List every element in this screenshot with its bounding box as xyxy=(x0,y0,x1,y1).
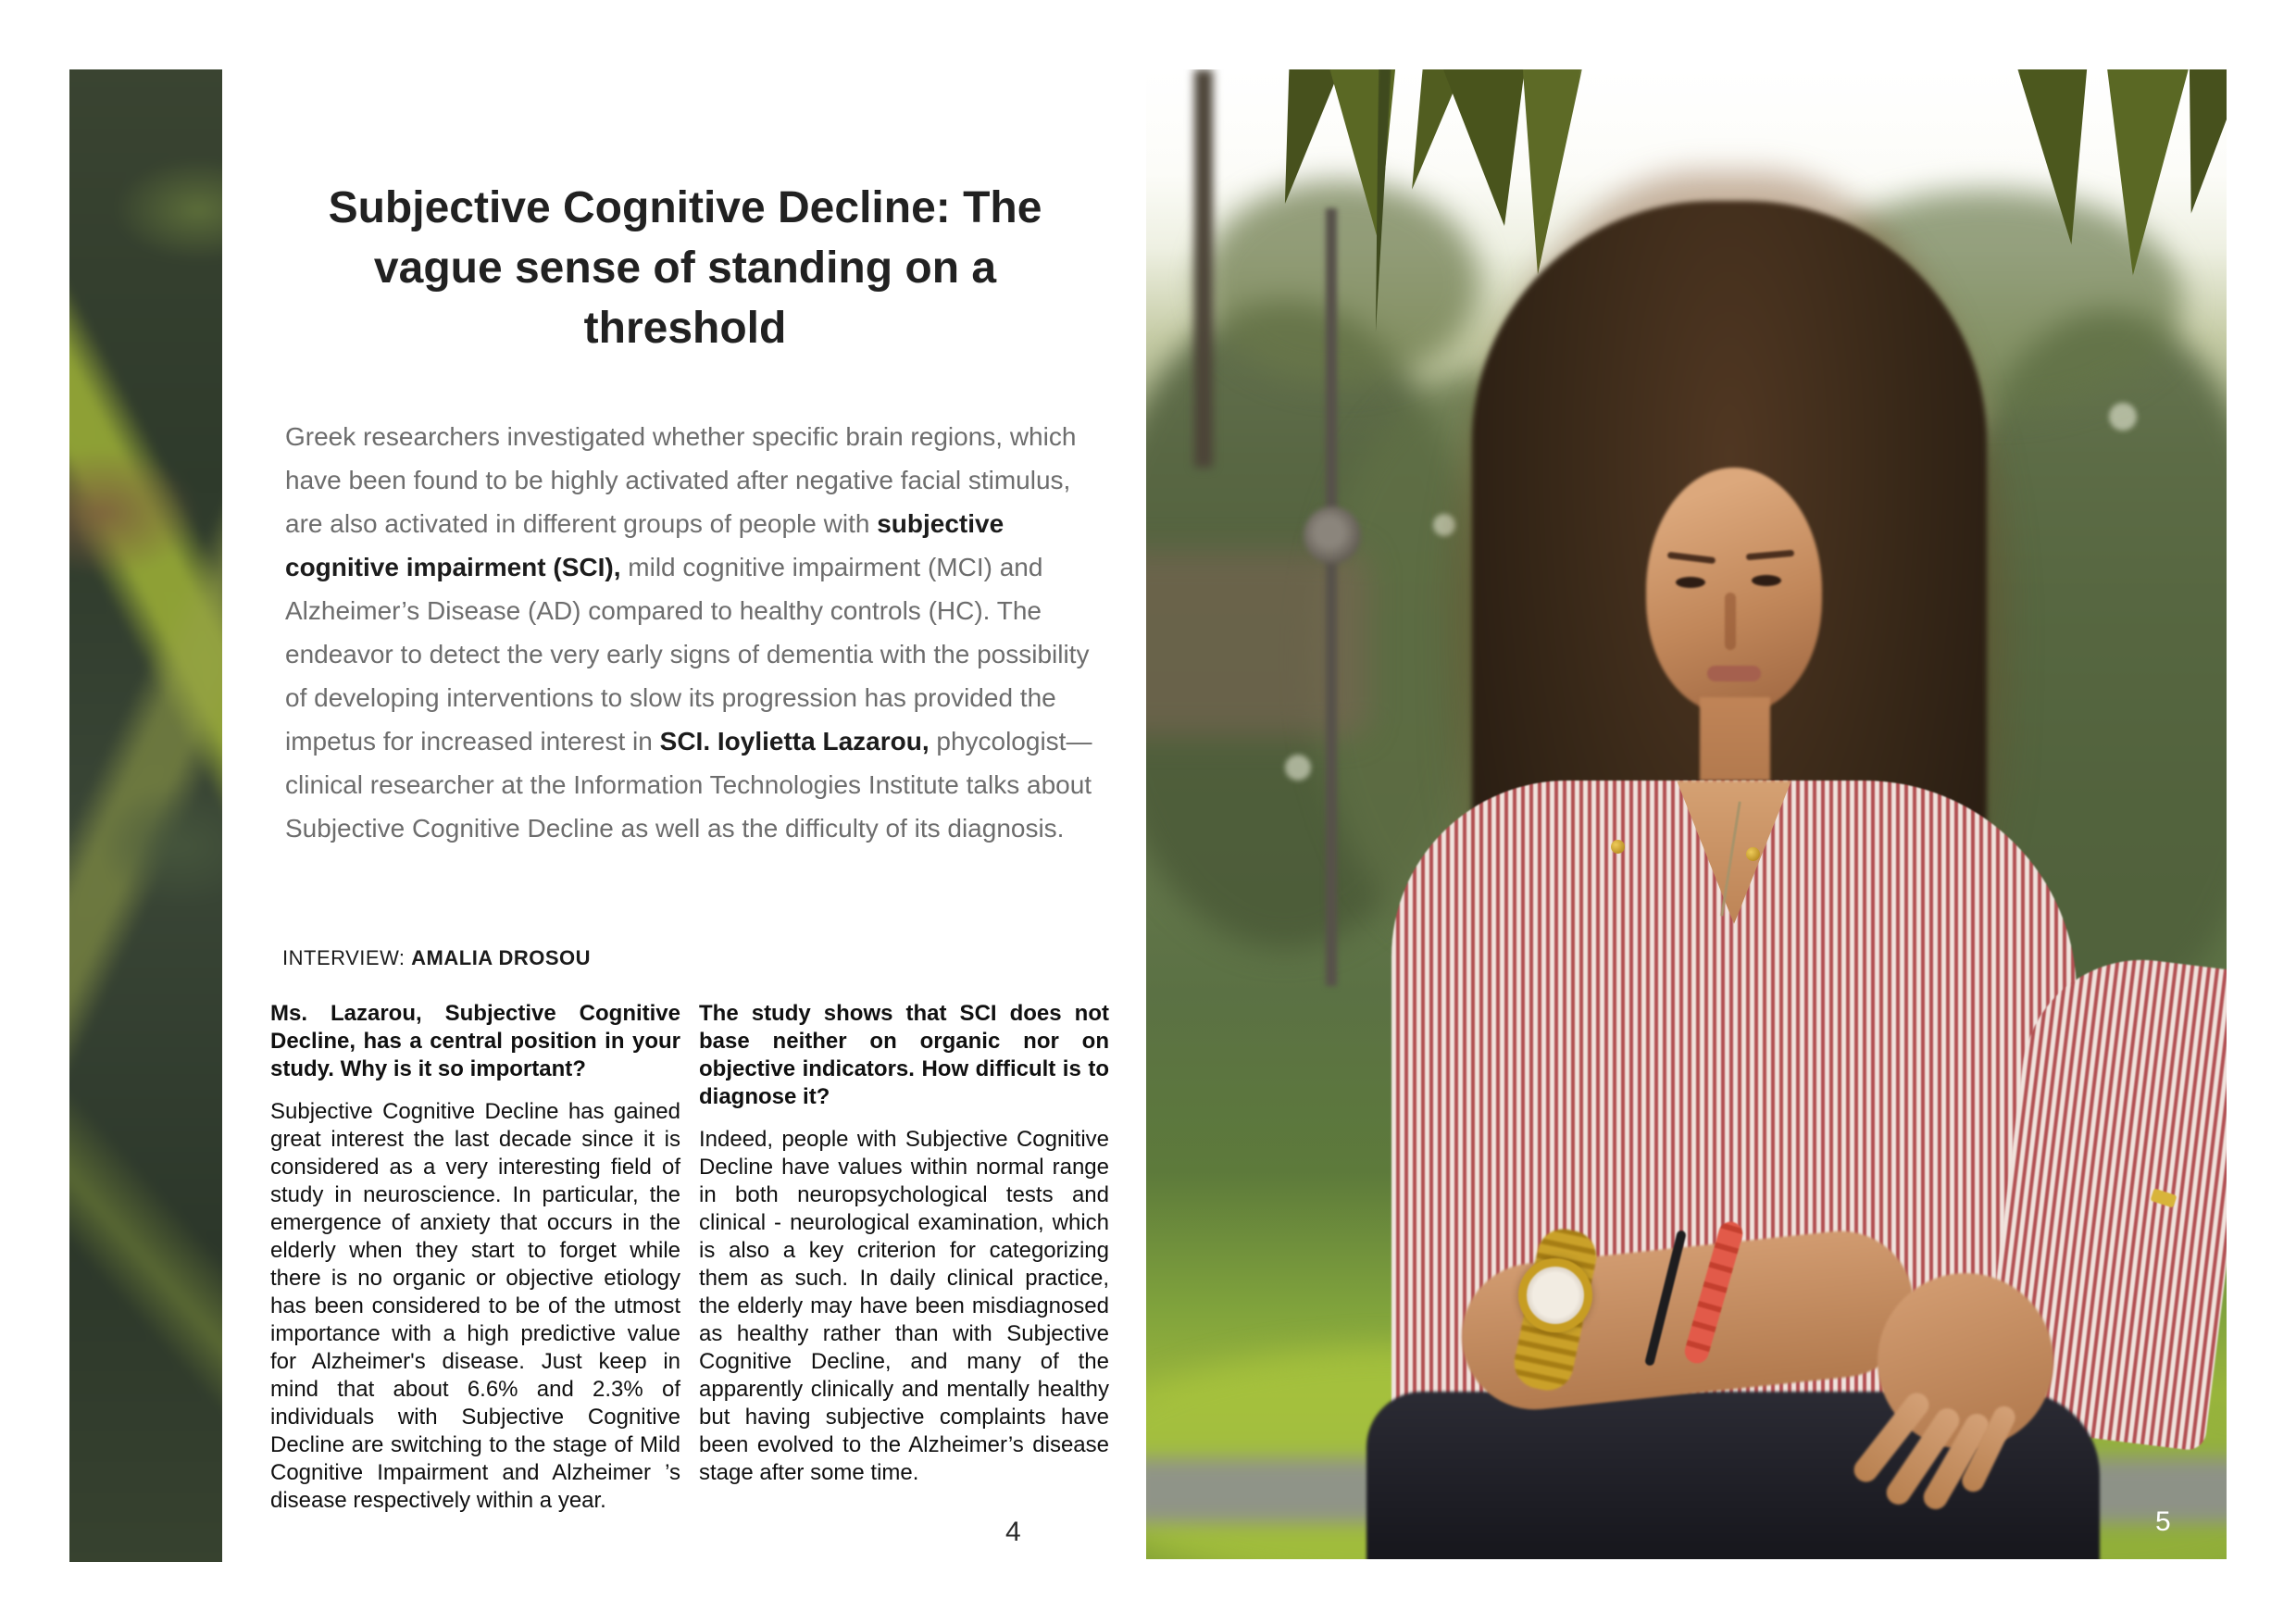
nose-shadow xyxy=(1725,593,1736,650)
collar-pin-icon xyxy=(1746,847,1760,861)
intro-seg1: Greek researchers investigated whether specific brain regions, which have been found to be highly activated after negative facial stimulus, are also activated in different groups of people with xyxy=(285,422,1077,538)
interview-label: INTERVIEW: xyxy=(282,946,412,969)
interview-question-2: The study shows that SCI does not base neither on organic nor on objective indicators. How difficult is to diagnose it? xyxy=(699,1001,1109,1109)
interview-column-right xyxy=(699,1000,1109,1515)
intro-seg5: phycologist—clinical researcher at the Information Technologies Institute talks about Subjective Cognitive Decline as well as the difficulty of its diagnosis. xyxy=(285,727,1092,843)
article-title xyxy=(278,178,1092,358)
article-title-bold: Subjective xyxy=(328,183,551,233)
interview-answer-1: Subjective Cognitive Decline has gained great interest the last decade since it is considered as a very interesting field of study in neuroscience. In particular, the emergence of anxiety that occurs in the elderly when they start to forget while there is no organic or objective etiology has been considered to be of the utmost importance with a high predictive value for Alzheimer's disease. Just keep in mind that about 6.6% and 2.3% of individuals with Subjective Cognitive Decline are switching to the stage of Mild Cognitive Impairment and Alzheimer ’s disease respectively within a year. xyxy=(270,1099,680,1513)
intro-seg3: mild cognitive impairment (MCI) and Alzheimer’s Disease (AD) compared to healthy controls (HC). The endeavor to detect the very early signs of dementia with the possibility of developing interventions to slow its progression has provided the impetus for increased interest in xyxy=(285,553,1090,756)
interviewee-photo xyxy=(1146,69,2227,1559)
intro-seg2-bold: subjective cognitive impairment (SCI), xyxy=(285,509,1004,581)
interview-question-1: Ms. Lazarou, Subjective Cognitive Decline, has a central position in your study. Why is it so important? xyxy=(270,1001,680,1081)
lamp-head xyxy=(1304,506,1361,564)
article-intro xyxy=(285,415,1092,850)
left-page-plant-photo xyxy=(69,69,222,1562)
tree-blob xyxy=(1202,181,1479,384)
intro-seg4-bold: SCI. Ioylietta Lazarou, xyxy=(659,727,930,756)
lips xyxy=(1707,666,1761,681)
eye-right xyxy=(1752,575,1781,586)
bokeh-light xyxy=(1285,755,1311,781)
eye-left xyxy=(1676,577,1705,588)
tree-trunk xyxy=(1194,69,1213,468)
interview-answer-2: Indeed, people with Subjective Cognitive Decline have values within normal range in both neuropsychological tests and clinical - neurological examination, which is also a key criterion for categorizing them as such. In daily clinical practice, the elderly may have been misdiagnosed as healthy rather than with Subjective Cognitive Decline, and many of the apparently clinically and mentally healthy but having subjective complaints have been evolved to the Alzheimer’s disease stage after some time. xyxy=(699,1127,1109,1485)
page-number-left: 4 xyxy=(1005,1517,1021,1547)
page-number-right: 5 xyxy=(2155,1506,2171,1537)
interview-byline xyxy=(282,946,591,970)
lamp-post xyxy=(1326,208,1337,986)
collar-pin-icon xyxy=(1611,840,1625,854)
bokeh-light xyxy=(2109,403,2137,431)
interviewer-name: AMALIA DROSOU xyxy=(411,946,592,969)
plant-photo-blur-layer xyxy=(69,69,222,1562)
article-title-rest: Cognitive Decline: The vague sense of standing on a threshold xyxy=(373,183,1042,354)
interview-column-left xyxy=(270,1000,680,1515)
neck xyxy=(1700,697,1770,781)
interview-columns xyxy=(270,1000,1109,1515)
gold-watch xyxy=(1518,1258,1592,1332)
